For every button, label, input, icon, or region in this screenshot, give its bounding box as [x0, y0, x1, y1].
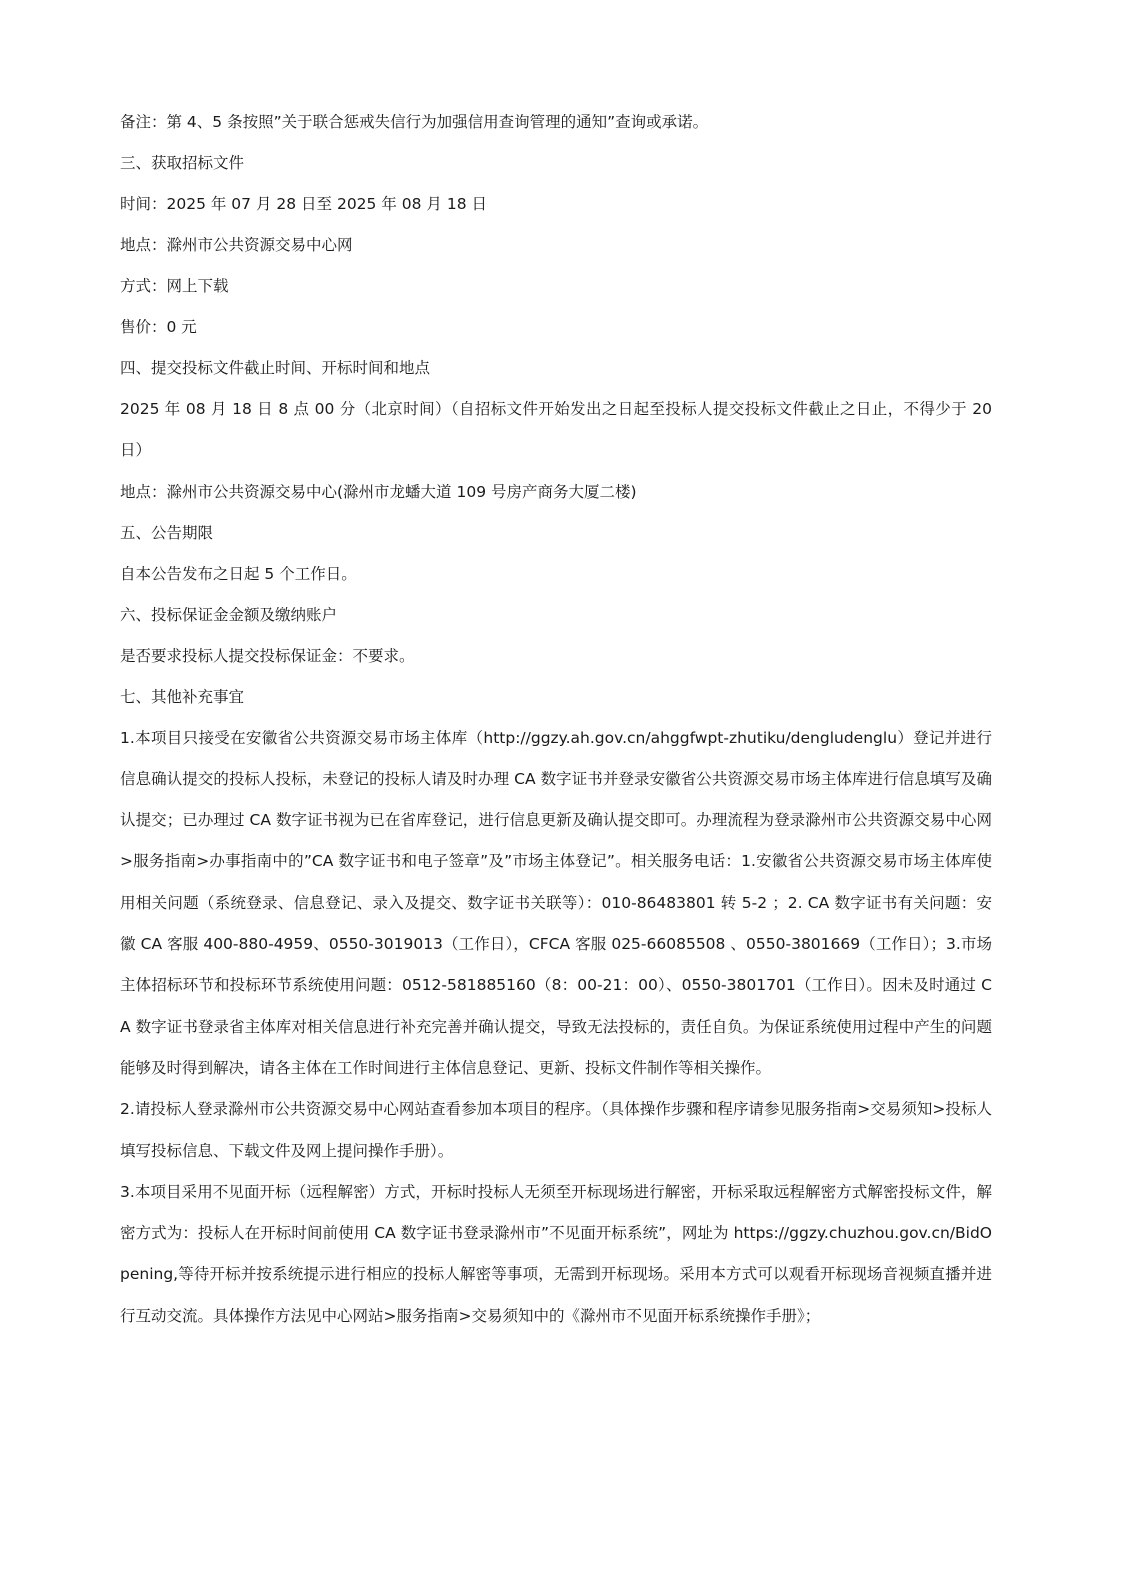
section-5-text: 自本公告发布之日起 5 个工作日。: [120, 564, 357, 583]
section-3-method: 方式：网上下载: [120, 277, 229, 295]
section-3-time: 时间：2025 年 07 月 28 日至 2025 年 08 月 18 日: [120, 195, 487, 213]
section-3-price: 售价：0 元: [120, 318, 197, 336]
section-3-heading: 三、获取招标文件: [120, 154, 245, 172]
document-body: [120, 102, 992, 1337]
section-4-place: 地点：滁州市公共资源交易中心(滁州市龙蟠大道 109 号房产商务大厦二楼): [120, 482, 637, 501]
section-4-heading: 四、提交投标文件截止时间、开标时间和地点: [120, 359, 431, 377]
section-7-heading: 七、其他补充事宜: [120, 687, 245, 706]
section-4-deadline: 2025 年 08 月 18 日 8 点 00 分（北京时间）（自招标文件开始发出之日起至投标人提交投标文件截止之日止，不得少于 20 日）: [120, 400, 992, 460]
remark-line: 备注：第 4、5 条按照”关于联合惩戒失信行为加强信用查询管理的通知”查询或承诺。: [120, 113, 709, 131]
section-7-item-1: 1.本项目只接受在安徽省公共资源交易市场主体库（http://ggzy.ah.gov.cn/ahggfwpt-zhutiku/dengludenglu）登记并进行信息确认提交的投标人投标，未登记的投标人请及时办理 CA 数字证书并登录安徽省公共资源交易市场主体库进行信息填写及确认提交；已办理过 CA 数字证书视为已在省库登记，进行信息更新及确认提交即可。办理流程为登录滁州市公共资源交易中心网>服务指南>办事指南中的”CA 数字证书和电子签章”及”市场主体登记”。相关服务电话：1.安徽省公共资源交易市场主体库使用相关问题（系统登录、信息登记、录入及提交、数字证书关联等）：010-86483801 转 5-2 ；2. CA 数字证书有关问题：安徽 CA 客服 400-880-4959、0550-3019013（工作日），CFCA 客服 025-66085508 、0550-3801669（工作日）；3.市场主体招标环节和投标环节系统使用问题：0512-581885160（8：00-21：00）、0550-3801701（工作日）。因未及时通过 CA 数字证书登录省主体库对相关信息进行补充完善并确认提交，导致无法投标的，责任自负。为保证系统使用过程中产生的问题能够及时得到解决，请各主体在工作时间进行主体信息登记、更新、投标文件制作等相关操作。: [120, 728, 992, 1077]
section-5-heading: 五、公告期限: [120, 523, 214, 542]
section-6-heading: 六、投标保证金金额及缴纳账户: [120, 605, 338, 624]
section-6-text: 是否要求投标人提交投标保证金：不要求。: [120, 646, 415, 665]
section-7-item-3: 3.本项目采用不见面开标（远程解密）方式，开标时投标人无须至开标现场进行解密，开标采取远程解密方式解密投标文件，解密方式为：投标人在开标时间前使用 CA 数字证书登录滁州市”不见面开标系统”，网址为 https://ggzy.chuzhou.gov.cn/BidOpening,等待开标并按系统提示进行相应的投标人解密等事项，无需到开标现场。采用本方式可以观看开标现场音视频直播并进行互动交流。具体操作方法见中心网站>服务指南>交易须知中的《滁州市不见面开标系统操作手册》；: [120, 1182, 992, 1325]
section-7-item-2: 2.请投标人登录滁州市公共资源交易中心网站查看参加本项目的程序。（具体操作步骤和程序请参见服务指南>交易须知>投标人填写投标信息、下载文件及网上提问操作手册）。: [120, 1100, 992, 1160]
section-3-place: 地点：滁州市公共资源交易中心网: [120, 236, 353, 254]
